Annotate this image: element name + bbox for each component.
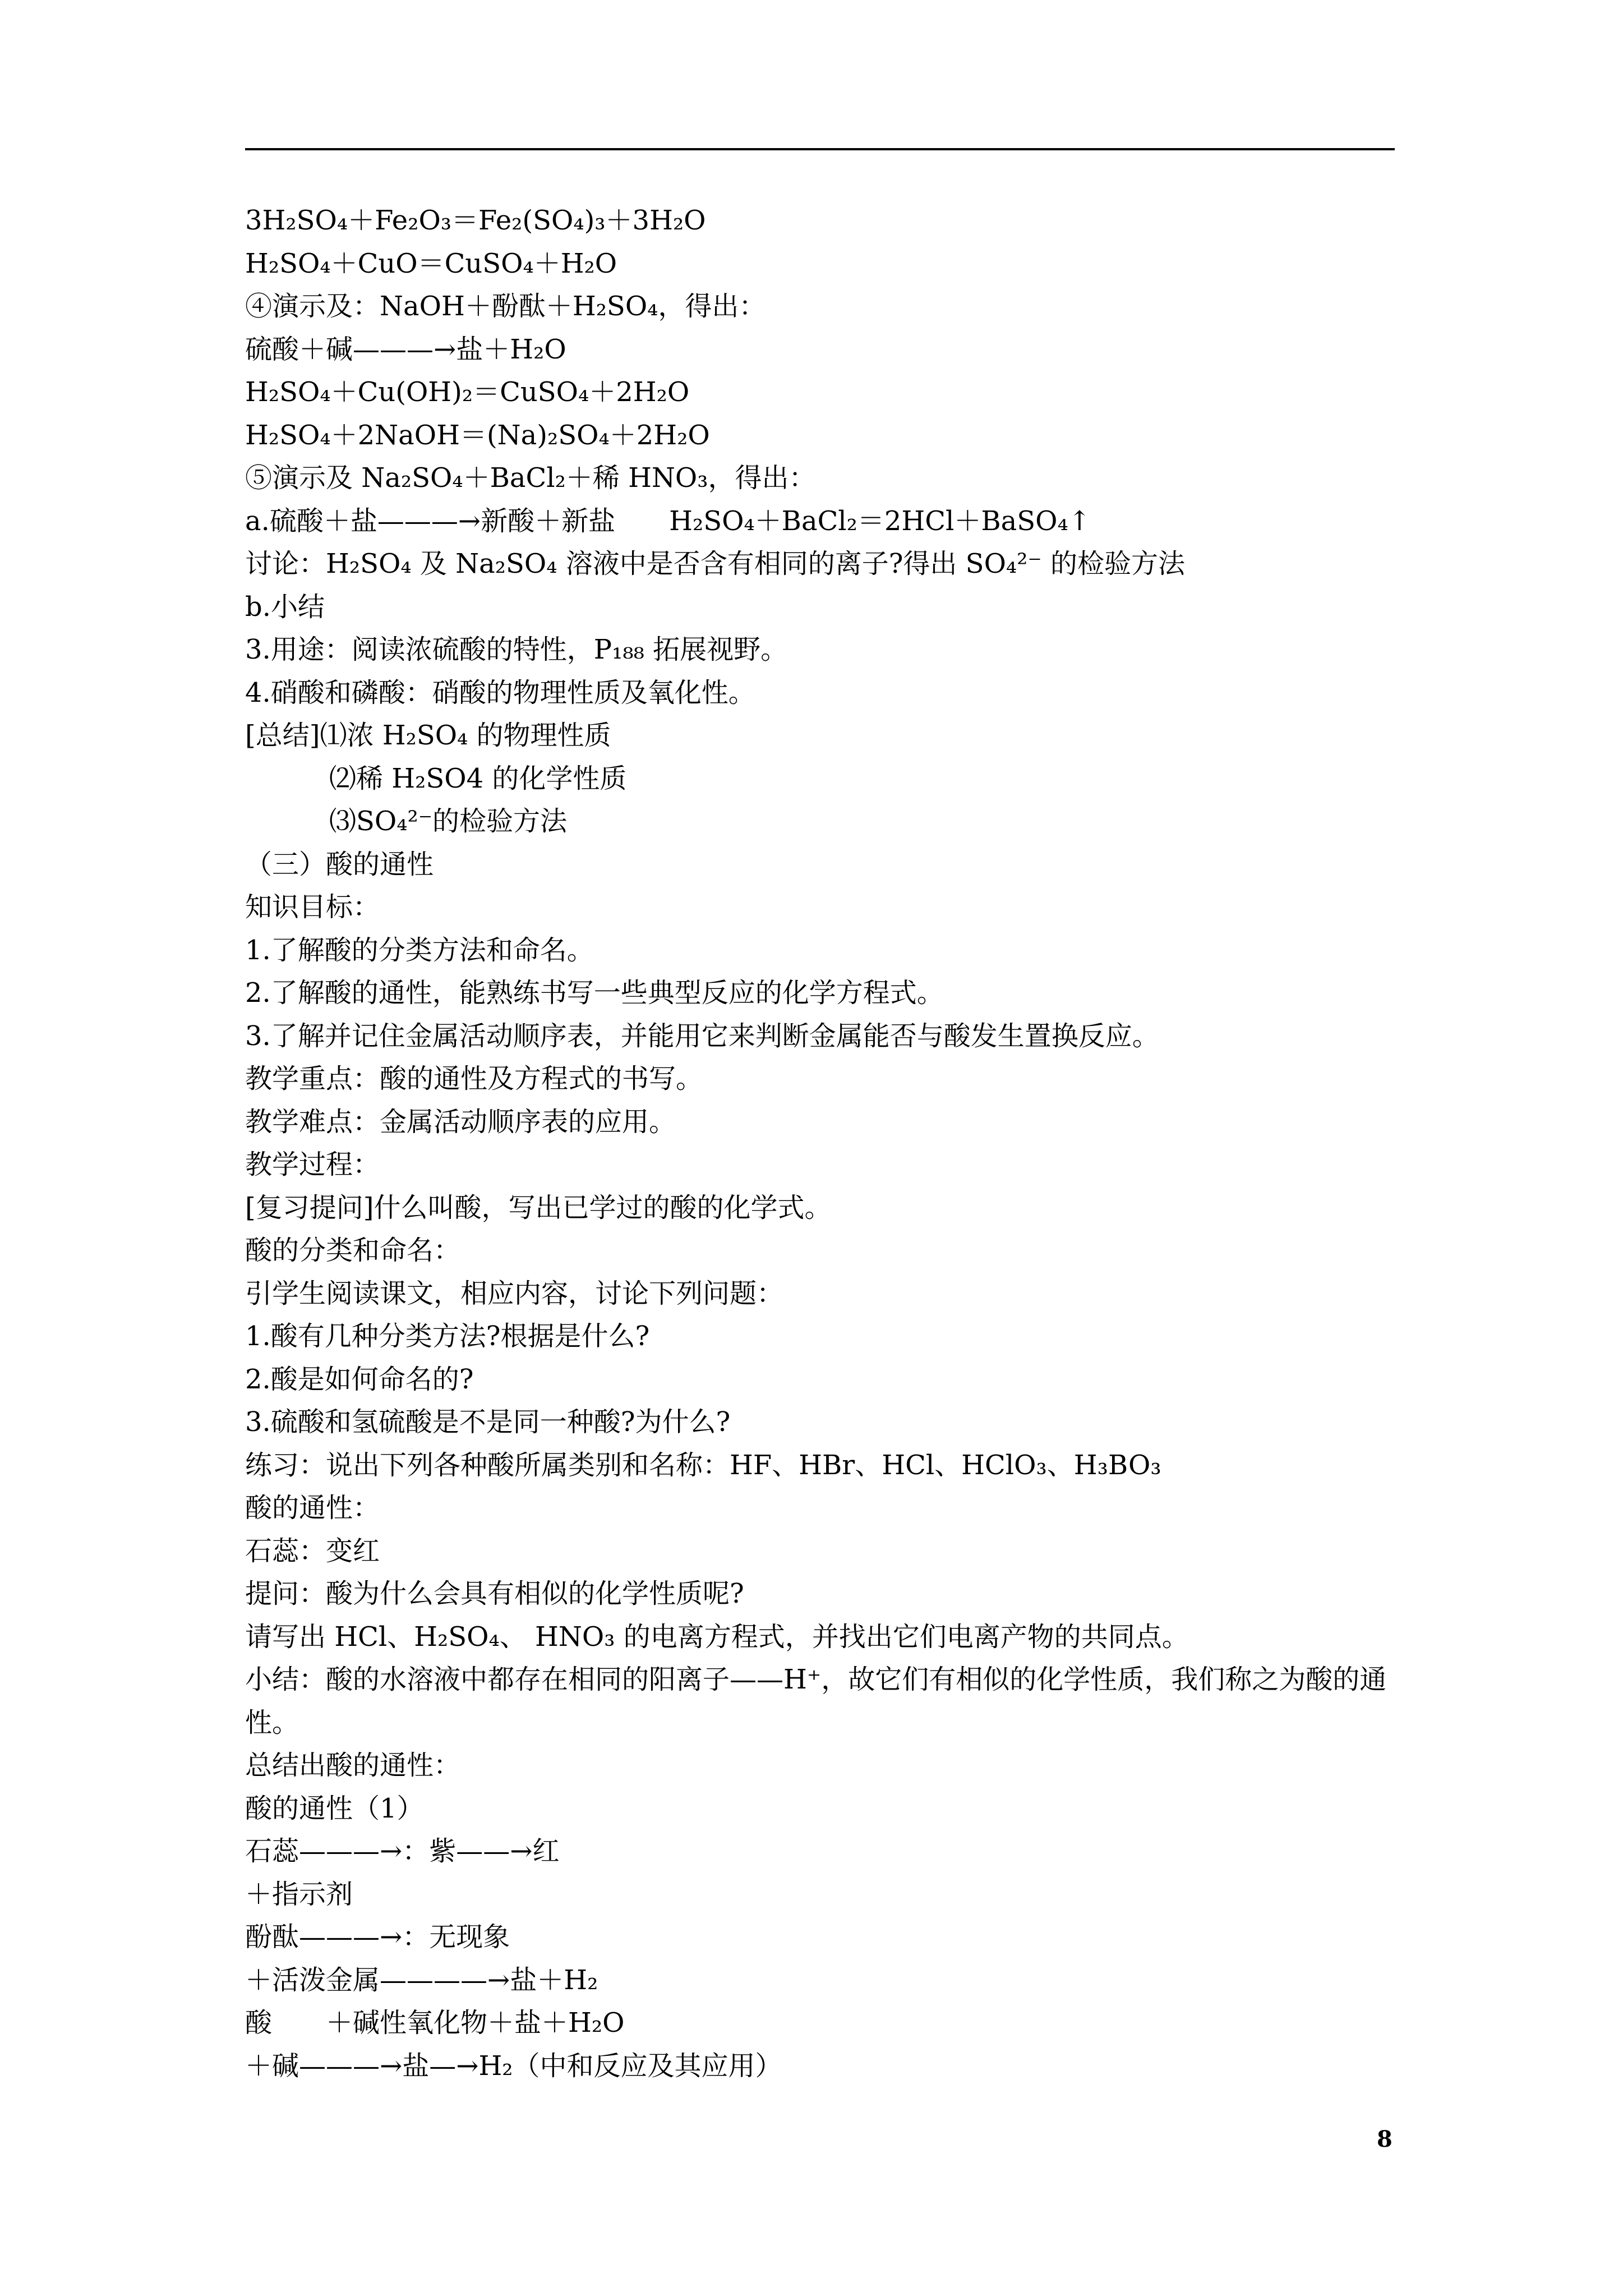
text-line: 2.酸是如何命名的? <box>245 1363 474 1395</box>
text-line: 练习：说出下列各种酸所属类别和名称：HF、HBr、HCl、HClO₃、H₃BO₃ <box>245 1449 1161 1481</box>
text-line: 3.了解并记住金属活动顺序表，并能用它来判断金属能否与酸发生置换反应。 <box>245 1020 1159 1052</box>
text-line: 小结：酸的水溶液中都存在相同的阳离子——H⁺，故它们有相似的化学性质，我们称之为酸的通性。 <box>245 1664 1387 1738</box>
document-body <box>245 199 1412 2087</box>
text-line: 硫酸＋碱———→盐＋H₂O <box>245 333 566 365</box>
text-line: 讨论：H₂SO₄ 及 Na₂SO₄ 溶液中是否含有相同的离子?得出 SO₄²⁻ 的检验方法 <box>245 548 1185 579</box>
text-line: 3H₂SO₄＋Fe₂O₃＝Fe₂(SO₄)₃＋3H₂O <box>245 205 706 236</box>
text-line: 酸的通性： <box>245 1492 380 1524</box>
text-line: 提问：酸为什么会具有相似的化学性质呢? <box>245 1578 744 1609</box>
text-line: ＋碱———→盐—→H₂（中和反应及其应用） <box>245 2050 782 2082</box>
text-line: [复习提问]什么叫酸，写出已学过的酸的化学式。 <box>245 1191 832 1223</box>
text-line: 知识目标： <box>245 891 380 923</box>
text-line: 教学难点：金属活动顺序表的应用。 <box>245 1106 676 1138</box>
text-line: ⑶SO₄²⁻的检验方法 <box>329 806 568 837</box>
text-line: ⑤演示及 Na₂SO₄＋BaCl₂＋稀 HNO₃，得出： <box>245 462 816 494</box>
text-line: 3.用途：阅读浓硫酸的特性，P₁₈₈ 拓展视野。 <box>245 634 788 665</box>
text-line: 教学过程： <box>245 1149 380 1180</box>
text-line: [总结]⑴浓 H₂SO₄ 的物理性质 <box>245 720 611 751</box>
text-line: 石蕊———→：紫——→红 <box>245 1835 560 1867</box>
text-line: H₂SO₄＋2NaOH＝(Na)₂SO₄＋2H₂O <box>245 419 710 451</box>
text-line: 石蕊：变红 <box>245 1535 380 1567</box>
text-line: 酸 ＋碱性氧化物＋盐＋H₂O <box>245 2007 625 2039</box>
text-line: 3.硫酸和氢硫酸是不是同一种酸?为什么? <box>245 1406 731 1438</box>
text-line: ＋指示剂 <box>245 1878 353 1910</box>
text-line: 酸的分类和命名： <box>245 1235 461 1266</box>
text-line: 1.了解酸的分类方法和命名。 <box>245 934 594 966</box>
section-heading: （三）酸的通性 <box>245 848 434 880</box>
header-rule <box>245 148 1395 150</box>
text-line: H₂SO₄＋CuO＝CuSO₄＋H₂O <box>245 247 617 279</box>
text-line: ④演示及：NaOH＋酚酞＋H₂SO₄，得出： <box>245 291 766 322</box>
text-line: 总结出酸的通性： <box>245 1750 461 1781</box>
text-line: b.小结 <box>245 591 325 623</box>
text-line: H₂SO₄＋Cu(OH)₂＝CuSO₄＋2H₂O <box>245 376 690 408</box>
text-line: 引学生阅读课文，相应内容，讨论下列问题： <box>245 1277 784 1309</box>
text-line: 4.硝酸和磷酸：硝酸的物理性质及氧化性。 <box>245 677 755 708</box>
text-line: 1.酸有几种分类方法?根据是什么? <box>245 1320 650 1352</box>
page-number: 8 <box>1377 2126 1393 2152</box>
text-line: 教学重点：酸的通性及方程式的书写。 <box>245 1063 703 1094</box>
text-line: ⑵稀 H₂SO4 的化学性质 <box>329 762 627 794</box>
text-line: 2.了解酸的通性，能熟练书写一些典型反应的化学方程式。 <box>245 977 944 1009</box>
text-line: 请写出 HCl、H₂SO₄、 HNO₃ 的电离方程式，并找出它们电离产物的共同点。 <box>245 1621 1189 1653</box>
text-line: 酸的通性（1） <box>245 1792 424 1824</box>
text-line: a.硫酸＋盐———→新酸＋新盐 H₂SO₄＋BaCl₂＝2HCl＋BaSO₄↑ <box>245 505 1091 537</box>
text-line: ＋活泼金属————→盐＋H₂ <box>245 1964 598 1996</box>
text-line: 酚酞———→：无现象 <box>245 1921 510 1953</box>
